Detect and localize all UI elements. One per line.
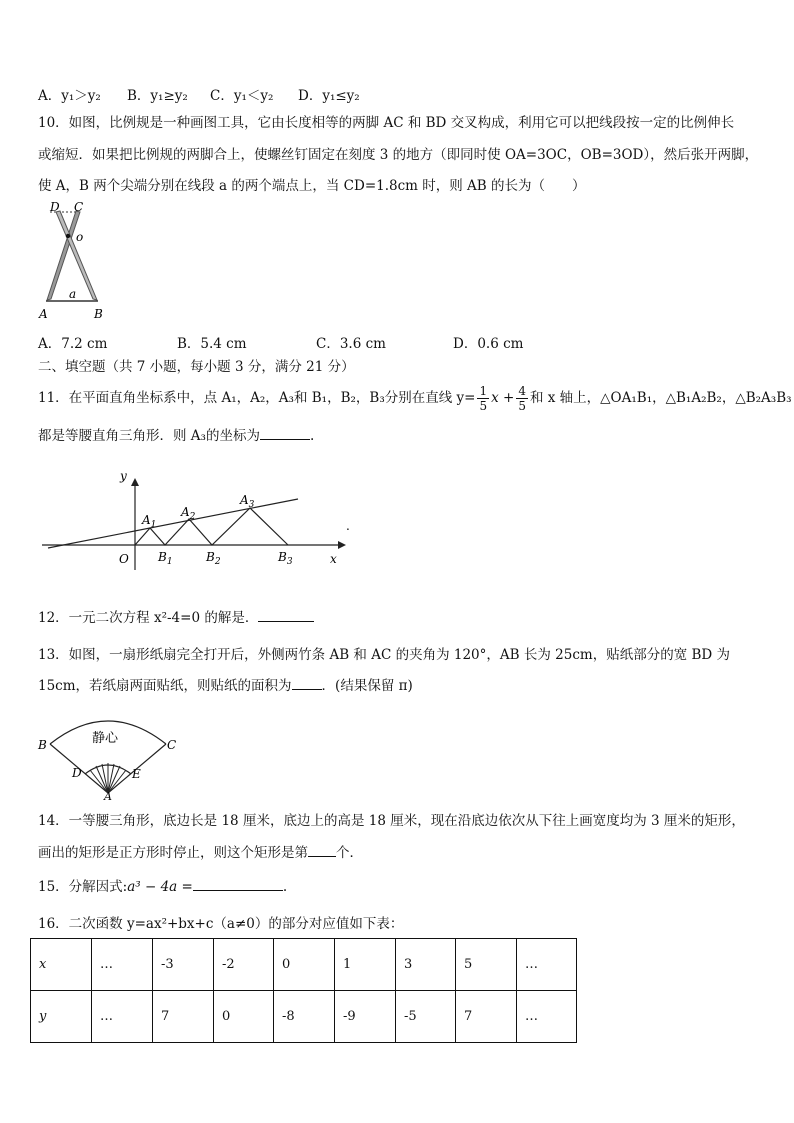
section2-heading: 二、填空题（共 7 小题，每小题 3 分，满分 21 分） (38, 359, 355, 375)
table-cell: -2 (214, 939, 274, 991)
q10-line2: 或缩短．如果把比例规的两脚合上，使螺丝钉固定在刻度 3 的地方（即同时使 OA=3OC，OB=3OD），然后张开两脚， (38, 147, 759, 163)
q12-answer-blank (258, 609, 314, 622)
q15-answer-blank (193, 878, 283, 891)
table-row-y (31, 991, 577, 1043)
q11-label-a2-letter: A (181, 505, 190, 519)
q11-frac1-den: 5 (479, 399, 488, 413)
q11-label-a1-letter: A (142, 513, 151, 527)
table-cell: y (31, 991, 92, 1043)
q11-label-x: x (330, 552, 337, 566)
q15-prefix: 15．分解因式: (38, 879, 128, 895)
q10-proportional-compass-figure (36, 198, 116, 322)
q11-label-a1-sub: 1 (150, 520, 157, 530)
table-row-x (31, 939, 577, 991)
q11-label-b2-sub: 2 (214, 557, 221, 567)
q13-label-e: E (132, 767, 141, 781)
q9-option-c: C．y₁＜y₂ (210, 88, 274, 104)
q14-line1: 14．一等腰三角形，底边长是 18 厘米，底边上的高是 18 厘米，现在沿底边依次从下往上画宽度均为 3 厘米的矩形， (38, 813, 745, 829)
q9-option-d: D．y₁≤y₂ (298, 88, 360, 104)
q14-line2 (38, 843, 363, 863)
q10-line3: 使 A，B 两个尖端分别在线段 a 的两个端点上，当 CD=1.8cm 时，则 AB 的长为（ ） (38, 178, 586, 194)
q11-frac2-num: 4 (518, 384, 526, 398)
q10-label-o: o (76, 230, 84, 244)
table-cell: -8 (274, 991, 335, 1043)
q13-fan-text: 静心 (92, 731, 119, 746)
table-cell: -9 (335, 991, 396, 1043)
q10-option-a: A．7.2 cm (38, 336, 108, 352)
q10-label-a-segment: a (69, 287, 77, 301)
q10-option-c: C．3.6 cm (316, 336, 386, 352)
table-cell: 7 (456, 991, 517, 1043)
q10-line1: 10．如图，比例规是一种画图工具，它由长度相等的两脚 AC 和 BD 交叉构成，利用它可以把线段按一定的比例伸长 (38, 115, 735, 131)
q10-label-b: B (94, 307, 103, 321)
table-cell: 1 (335, 939, 396, 991)
q10-label-d: D (50, 200, 60, 214)
q11-label-b1-sub: 1 (166, 557, 173, 567)
q13-line2 (38, 676, 413, 696)
q13-line2-end: ．(结果保留 π) (321, 678, 413, 694)
q9-option-a: A．y₁＞y₂ (38, 88, 101, 104)
table-cell: -3 (153, 939, 214, 991)
q11-fraction-1 (477, 384, 489, 413)
q11-line1 (38, 378, 792, 418)
q11-label-a3 (239, 493, 255, 510)
q10-label-c: C (74, 200, 84, 214)
q13-line1: 13．如图，一扇形纸扇完全打开后，外侧两竹条 AB 和 AC 的夹角为 120°，AB 长为 25cm，贴纸部分的宽 BD 为 (38, 647, 731, 663)
q11-label-b1 (157, 550, 173, 567)
q11-label-o: O (119, 552, 129, 566)
q11-label-b2-letter: B (206, 550, 215, 564)
q11-frac1-num: 1 (479, 384, 488, 398)
q15-line (38, 877, 287, 897)
q11-label-a2-sub: 2 (189, 512, 196, 522)
q11-label-b1-letter: B (158, 550, 167, 564)
table-cell: -5 (396, 991, 456, 1043)
q11-frac2-den: 5 (518, 399, 526, 413)
q14-line2-text: 画出的矩形是正方形时停止，则这个矩形是第 (38, 845, 308, 861)
q13-label-d: D (72, 766, 82, 780)
q14-line2-end: 个． (336, 845, 363, 861)
q10-option-b: B．5.4 cm (177, 336, 247, 352)
q11-label-b2 (205, 550, 221, 567)
q13-label-a: A (104, 790, 112, 800)
q16-value-table (30, 938, 577, 1043)
q11-prefix: 11．在平面直角坐标系中，点 A₁，A₂，A₃和 B₁，B₂，B₃分别在直线 y= (38, 390, 476, 406)
table-cell: 0 (274, 939, 335, 991)
q11-line2 (38, 426, 314, 446)
q16-line: 16．二次函数 y=ax²+bx+c（a≠0）的部分对应值如下表： (38, 916, 404, 932)
q13-label-b: B (38, 738, 47, 752)
q12-line (38, 608, 314, 628)
q11-label-a3-letter: A (240, 493, 249, 507)
q11-label-b3-sub: 3 (286, 557, 293, 567)
table-cell: … (92, 991, 153, 1043)
q11-label-y: y (120, 469, 127, 483)
table-cell: … (517, 939, 577, 991)
table-cell: 7 (153, 991, 214, 1043)
q15-expression: a³ − 4a = (127, 879, 193, 895)
table-cell: 3 (396, 939, 456, 991)
q11-x-plus: x + (491, 390, 515, 406)
q10-label-a: A (39, 307, 48, 321)
q13-label-c: C (167, 738, 177, 752)
q11-line2-text: 都是等腰直角三角形．则 A₃的坐标为 (38, 428, 260, 444)
q11-coordinate-figure (38, 466, 358, 576)
q11-label-b3-letter: B (278, 550, 287, 564)
q15-suffix: . (282, 879, 288, 895)
q11-figure-dot: . (346, 519, 350, 533)
q11-label-a3-sub: 3 (248, 500, 255, 510)
q9-option-b: B．y₁≥y₂ (127, 88, 188, 104)
q13-line2-text: 15cm，若纸扇两面贴纸，则贴纸的面积为 (38, 678, 292, 694)
table-cell: … (92, 939, 153, 991)
q10-option-d: D．0.6 cm (453, 336, 524, 352)
q11-answer-blank (260, 427, 310, 440)
table-cell: 0 (214, 991, 274, 1043)
q14-answer-blank (308, 844, 336, 857)
q11-label-a1 (141, 513, 156, 530)
q13-answer-blank (292, 677, 322, 690)
table-cell: 5 (456, 939, 517, 991)
q12-text: 12．一元二次方程 x²-4=0 的解是． (38, 610, 259, 626)
q11-suffix: 和 x 轴上，△OA₁B₁，△B₁A₂B₂，△B₂A₃B₃ (529, 390, 792, 406)
table-cell: … (517, 991, 577, 1043)
q11-label-b3 (277, 550, 293, 567)
q11-line2-end: . (309, 428, 315, 444)
q13-fan-figure (36, 704, 186, 800)
table-cell: x (31, 939, 92, 991)
q11-fraction-2 (516, 384, 528, 413)
